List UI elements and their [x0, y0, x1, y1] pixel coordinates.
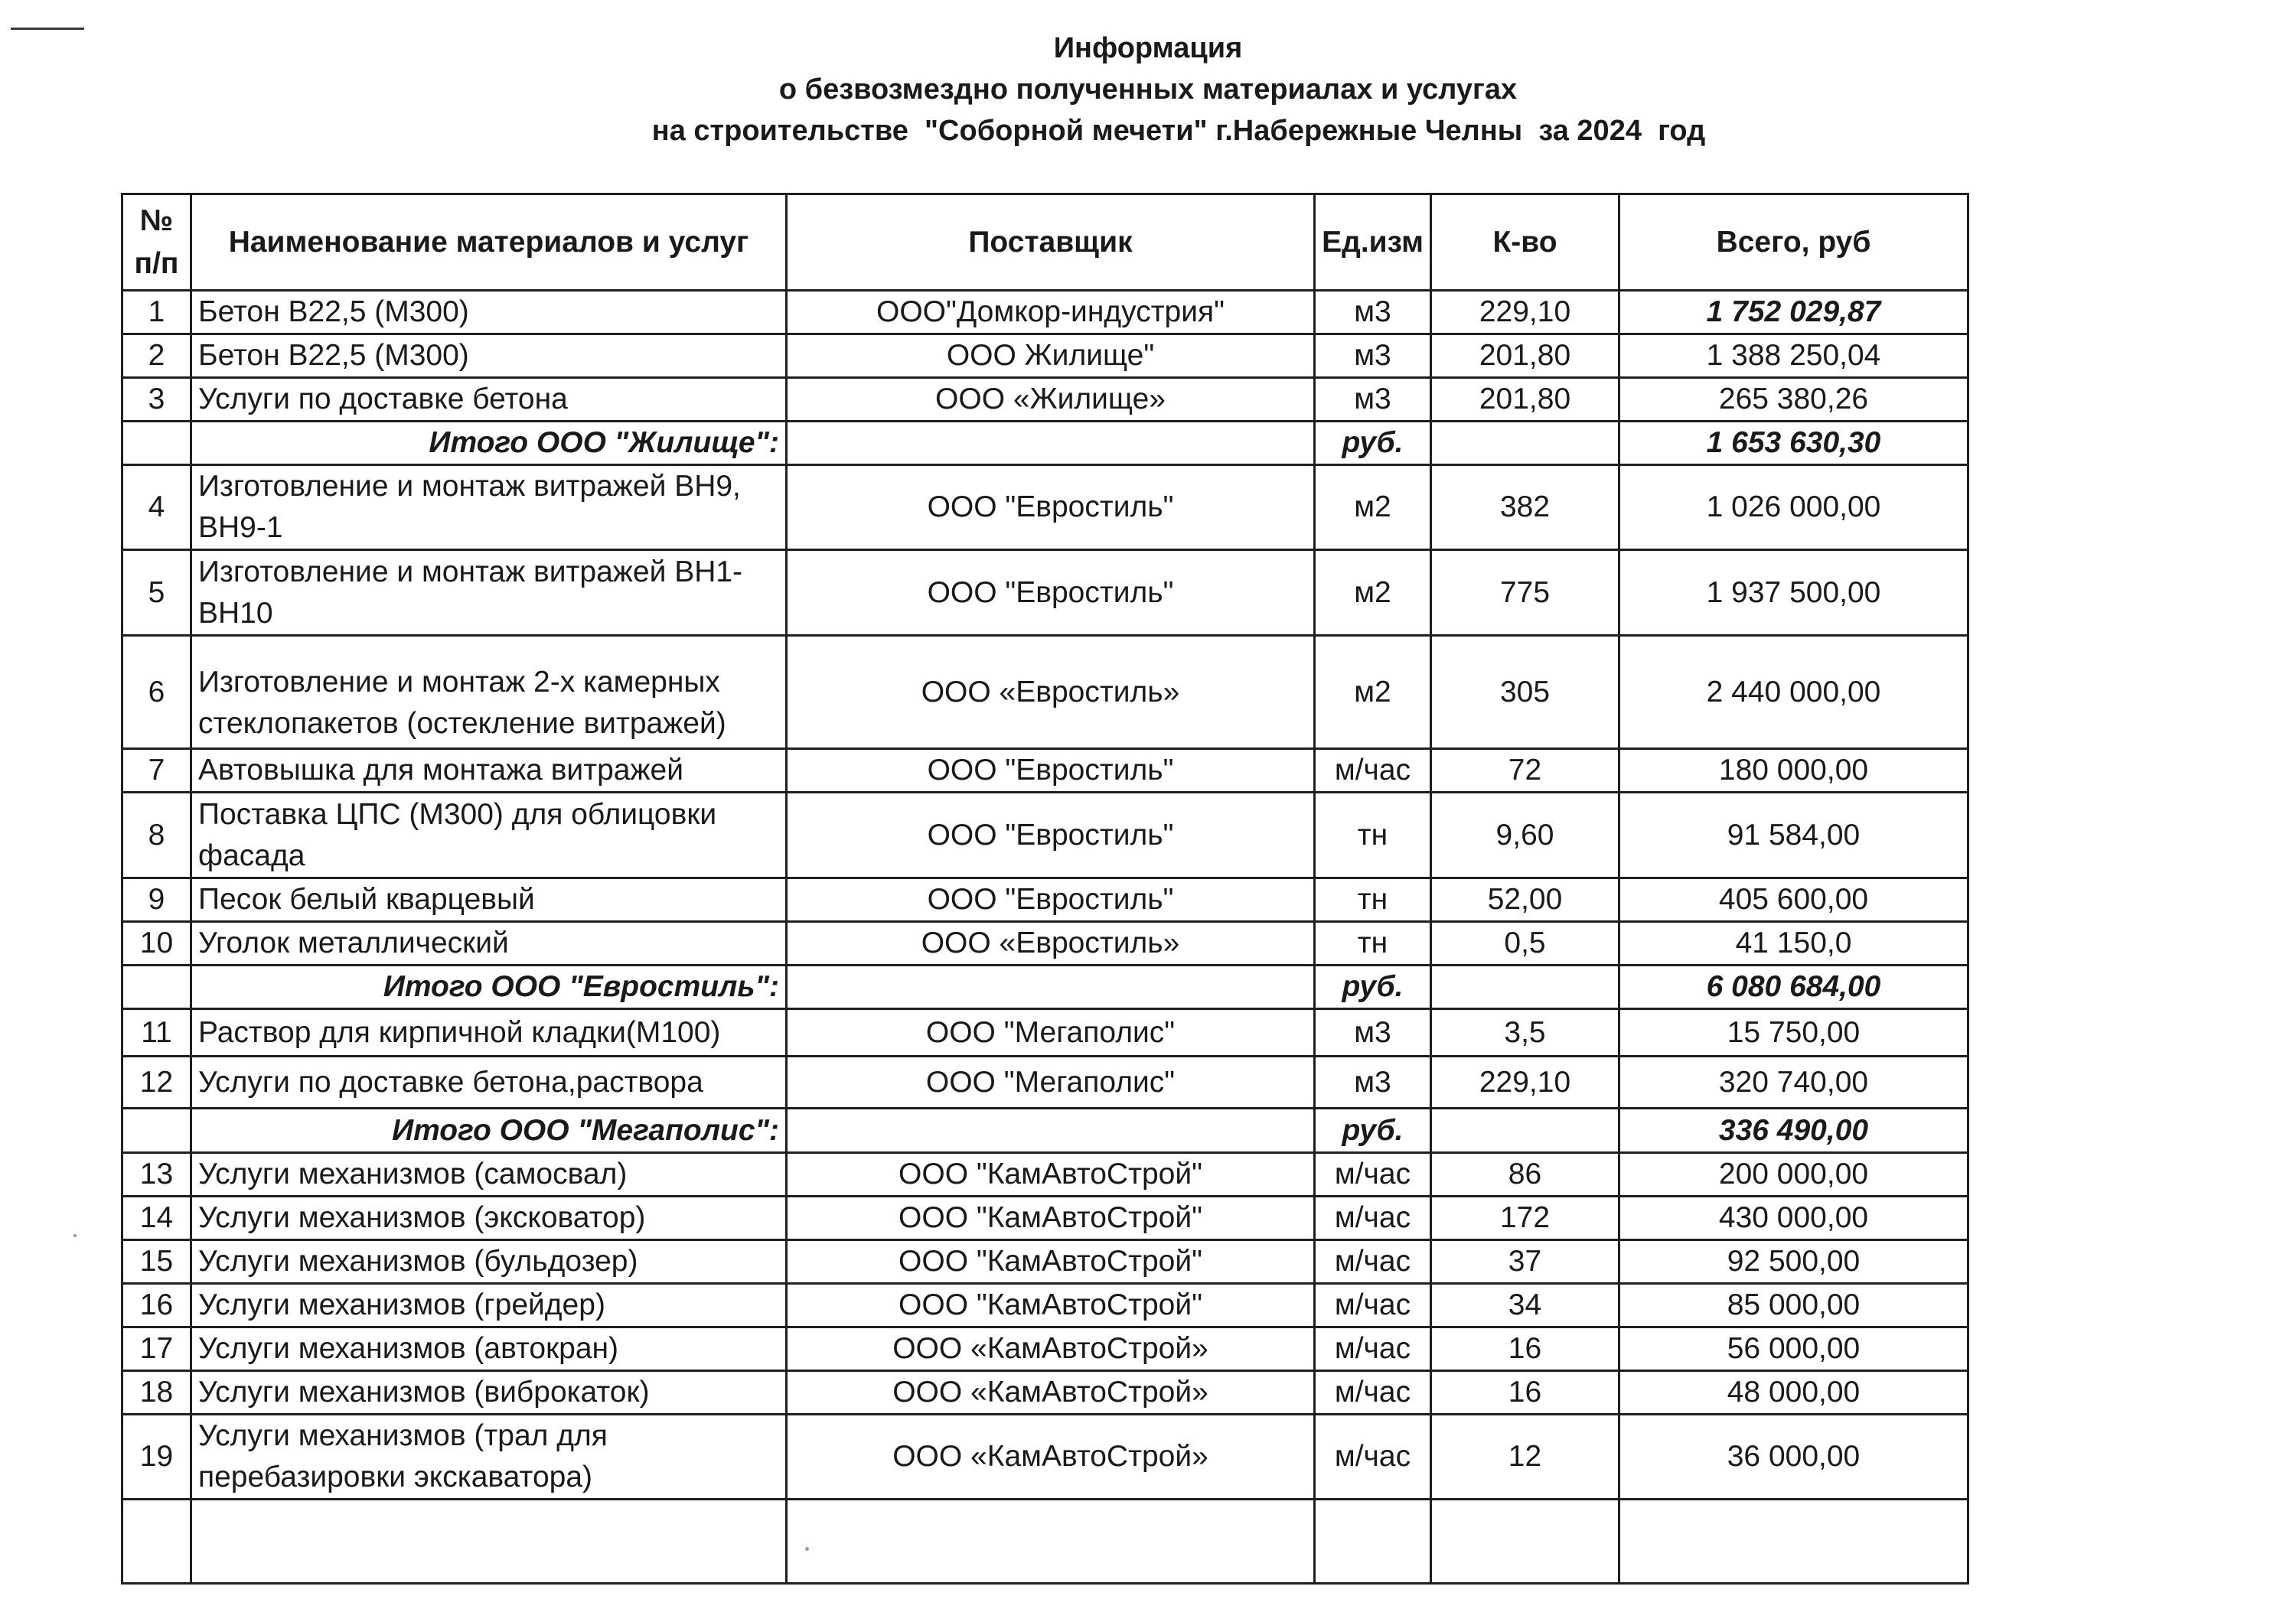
table-row [122, 1197, 1968, 1240]
table-row [122, 334, 1968, 378]
row-supplier: ООО "Евростиль" [787, 878, 1315, 922]
row-num: 13 [122, 1153, 191, 1197]
row-qty [1431, 1500, 1619, 1584]
row-supplier: ООО «Евростиль» [787, 636, 1315, 749]
table-row [122, 1009, 1968, 1057]
row-num: 6 [122, 636, 191, 749]
title-line: Информация [1053, 32, 1243, 64]
row-num: 1 [122, 291, 191, 334]
row-name: Изготовление и монтаж витражей ВН1-ВН10 [191, 550, 787, 636]
header-num: № п/п [122, 194, 191, 291]
row-num: 10 [122, 922, 191, 966]
row-name: Услуги механизмов (трал для перебазировки экскаватора) [191, 1415, 787, 1500]
row-unit: тн [1315, 878, 1431, 922]
row-name: Услуги механизмов (самосвал) [191, 1153, 787, 1197]
row-total: 265 380,26 [1619, 378, 1968, 422]
row-supplier: ООО «КамАвтоСтрой» [787, 1415, 1315, 1500]
subtotal-label: Итого ООО "Евростиль": [191, 966, 787, 1009]
row-num: 15 [122, 1240, 191, 1284]
subtotal-unit: руб. [1315, 1109, 1431, 1153]
row-unit: м2 [1315, 550, 1431, 636]
row-qty-empty [1431, 966, 1619, 1009]
row-num: 9 [122, 878, 191, 922]
row-unit: м3 [1315, 291, 1431, 334]
header-name: Наименование материалов и услуг [191, 194, 787, 291]
header-total: Всего, руб [1619, 194, 1968, 291]
table-row [122, 1240, 1968, 1284]
row-name [191, 1500, 787, 1584]
row-supplier-empty [787, 422, 1315, 465]
table-row [122, 922, 1968, 966]
row-supplier: ООО "КамАвтоСтрой" [787, 1284, 1315, 1327]
subtotal-row [122, 1109, 1968, 1153]
row-name: Бетон В22,5 (М300) [191, 334, 787, 378]
row-qty: 775 [1431, 550, 1619, 636]
row-name: Поставка ЦПС (М300) для облицовки фасада [191, 793, 787, 878]
row-name: Раствор для кирпичной кладки(М100) [191, 1009, 787, 1057]
row-supplier: ООО «Жилище» [787, 378, 1315, 422]
title-line: о безвозмездно полученных материалах и услугах [778, 73, 1518, 106]
row-supplier: ООО «Евростиль» [787, 922, 1315, 966]
table-row [122, 550, 1968, 636]
row-name: Уголок металлический [191, 922, 787, 966]
row-num [122, 1500, 191, 1584]
row-qty: 86 [1431, 1153, 1619, 1197]
row-total: 1 026 000,00 [1619, 465, 1968, 550]
row-qty: 382 [1431, 465, 1619, 550]
row-supplier: ООО Жилище" [787, 334, 1315, 378]
row-total: 56 000,00 [1619, 1327, 1968, 1371]
scan-speck [73, 1234, 77, 1237]
row-supplier-empty [787, 966, 1315, 1009]
row-unit: м3 [1315, 378, 1431, 422]
row-supplier: ООО «КамАвтоСтрой» [787, 1327, 1315, 1371]
table-row [122, 465, 1968, 550]
subtotal-row [122, 966, 1968, 1009]
row-total: 85 000,00 [1619, 1284, 1968, 1327]
document-title [0, 28, 2296, 151]
row-total: 405 600,00 [1619, 878, 1968, 922]
row-unit: м2 [1315, 636, 1431, 749]
header-unit: Ед.изм [1315, 194, 1431, 291]
header-qty: К-во [1431, 194, 1619, 291]
row-unit: м/час [1315, 1153, 1431, 1197]
row-unit: м/час [1315, 1240, 1431, 1284]
row-unit: м/час [1315, 1197, 1431, 1240]
row-name: Изготовление и монтаж витражей ВН9, ВН9-1 [191, 465, 787, 550]
row-supplier: ООО "Евростиль" [787, 793, 1315, 878]
subtotal-label: Итого ООО "Мегаполис": [191, 1109, 787, 1153]
row-name: Услуги механизмов (эксковатор) [191, 1197, 787, 1240]
row-unit: м3 [1315, 334, 1431, 378]
row-qty-empty [1431, 1109, 1619, 1153]
subtotal-total: 1 653 630,30 [1619, 422, 1968, 465]
row-total: 91 584,00 [1619, 793, 1968, 878]
table-row [122, 1284, 1968, 1327]
row-qty: 201,80 [1431, 378, 1619, 422]
row-supplier-empty [787, 1109, 1315, 1153]
row-name: Услуги механизмов (грейдер) [191, 1284, 787, 1327]
row-supplier: ООО «КамАвтоСтрой» [787, 1371, 1315, 1415]
row-unit: м3 [1315, 1057, 1431, 1109]
row-total: 180 000,00 [1619, 749, 1968, 793]
row-supplier: ООО "Мегаполис" [787, 1009, 1315, 1057]
table-row [122, 1057, 1968, 1109]
table-row [122, 378, 1968, 422]
row-num: 5 [122, 550, 191, 636]
row-qty: 229,10 [1431, 1057, 1619, 1109]
row-total: 200 000,00 [1619, 1153, 1968, 1197]
row-qty: 16 [1431, 1371, 1619, 1415]
row-unit: м/час [1315, 1415, 1431, 1500]
row-qty: 12 [1431, 1415, 1619, 1500]
row-name: Бетон В22,5 (М300) [191, 291, 787, 334]
row-qty: 3,5 [1431, 1009, 1619, 1057]
materials-table [121, 193, 1969, 1585]
row-num: 2 [122, 334, 191, 378]
row-total: 92 500,00 [1619, 1240, 1968, 1284]
row-total: 15 750,00 [1619, 1009, 1968, 1057]
row-num: 17 [122, 1327, 191, 1371]
row-total: 36 000,00 [1619, 1415, 1968, 1500]
row-total: 41 150,0 [1619, 922, 1968, 966]
subtotal-total: 6 080 684,00 [1619, 966, 1968, 1009]
subtotal-row [122, 422, 1968, 465]
row-num: 12 [122, 1057, 191, 1109]
row-qty: 72 [1431, 749, 1619, 793]
row-name: Песок белый кварцевый [191, 878, 787, 922]
table-row [122, 1415, 1968, 1500]
table-row [122, 749, 1968, 793]
row-qty: 34 [1431, 1284, 1619, 1327]
row-unit: м2 [1315, 465, 1431, 550]
row-total: 320 740,00 [1619, 1057, 1968, 1109]
row-name: Изготовление и монтаж 2-х камерных стеклопакетов (остекление витражей) [191, 636, 787, 749]
table-row [122, 1371, 1968, 1415]
table-header-row [122, 194, 1968, 291]
subtotal-unit: руб. [1315, 966, 1431, 1009]
row-total: 48 000,00 [1619, 1371, 1968, 1415]
row-supplier: ООО "Евростиль" [787, 749, 1315, 793]
row-num: 11 [122, 1009, 191, 1057]
row-supplier [787, 1500, 1315, 1584]
row-total: 1 752 029,87 [1619, 291, 1968, 334]
row-supplier: ООО "Мегаполис" [787, 1057, 1315, 1109]
row-qty: 52,00 [1431, 878, 1619, 922]
title-line: на строительстве "Соборной мечети" г.Набережные Челны за 2024 год [651, 115, 1706, 147]
table-row [122, 1500, 1968, 1584]
row-name: Услуги механизмов (автокран) [191, 1327, 787, 1371]
row-name: Услуги механизмов (виброкаток) [191, 1371, 787, 1415]
row-qty-empty [1431, 422, 1619, 465]
table-row [122, 636, 1968, 749]
row-total [1619, 1500, 1968, 1584]
row-supplier: ООО "КамАвтоСтрой" [787, 1240, 1315, 1284]
row-num: 7 [122, 749, 191, 793]
row-unit: тн [1315, 922, 1431, 966]
row-num: 8 [122, 793, 191, 878]
row-supplier: ООО "Евростиль" [787, 465, 1315, 550]
row-num: 14 [122, 1197, 191, 1240]
table-row [122, 291, 1968, 334]
row-total: 2 440 000,00 [1619, 636, 1968, 749]
row-qty: 229,10 [1431, 291, 1619, 334]
row-unit [1315, 1500, 1431, 1584]
row-num: 3 [122, 378, 191, 422]
subtotal-label: Итого ООО "Жилище": [191, 422, 787, 465]
table-row [122, 793, 1968, 878]
row-num-empty [122, 422, 191, 465]
row-total: 430 000,00 [1619, 1197, 1968, 1240]
row-supplier: ООО "Евростиль" [787, 550, 1315, 636]
row-unit: тн [1315, 793, 1431, 878]
row-name: Услуги по доставке бетона [191, 378, 787, 422]
table-row [122, 1153, 1968, 1197]
row-unit: м/час [1315, 1284, 1431, 1327]
row-unit: м/час [1315, 1371, 1431, 1415]
row-supplier: ООО "КамАвтоСтрой" [787, 1153, 1315, 1197]
row-num: 4 [122, 465, 191, 550]
header-supplier: Поставщик [787, 194, 1315, 291]
row-qty: 201,80 [1431, 334, 1619, 378]
row-unit: м3 [1315, 1009, 1431, 1057]
subtotal-unit: руб. [1315, 422, 1431, 465]
row-qty: 172 [1431, 1197, 1619, 1240]
row-qty: 16 [1431, 1327, 1619, 1371]
row-supplier: ООО "КамАвтоСтрой" [787, 1197, 1315, 1240]
row-num-empty [122, 1109, 191, 1153]
row-num: 18 [122, 1371, 191, 1415]
row-qty: 0,5 [1431, 922, 1619, 966]
row-name: Услуги механизмов (бульдозер) [191, 1240, 787, 1284]
row-supplier: ООО"Домкор-индустрия" [787, 291, 1315, 334]
row-num: 16 [122, 1284, 191, 1327]
row-name: Автовышка для монтажа витражей [191, 749, 787, 793]
row-qty: 37 [1431, 1240, 1619, 1284]
row-unit: м/час [1315, 1327, 1431, 1371]
row-qty: 305 [1431, 636, 1619, 749]
row-qty: 9,60 [1431, 793, 1619, 878]
subtotal-total: 336 490,00 [1619, 1109, 1968, 1153]
table-row [122, 1327, 1968, 1371]
row-num: 19 [122, 1415, 191, 1500]
table-row [122, 878, 1968, 922]
row-num-empty [122, 966, 191, 1009]
row-unit: м/час [1315, 749, 1431, 793]
row-total: 1 388 250,04 [1619, 334, 1968, 378]
row-name: Услуги по доставке бетона,раствора [191, 1057, 787, 1109]
row-total: 1 937 500,00 [1619, 550, 1968, 636]
